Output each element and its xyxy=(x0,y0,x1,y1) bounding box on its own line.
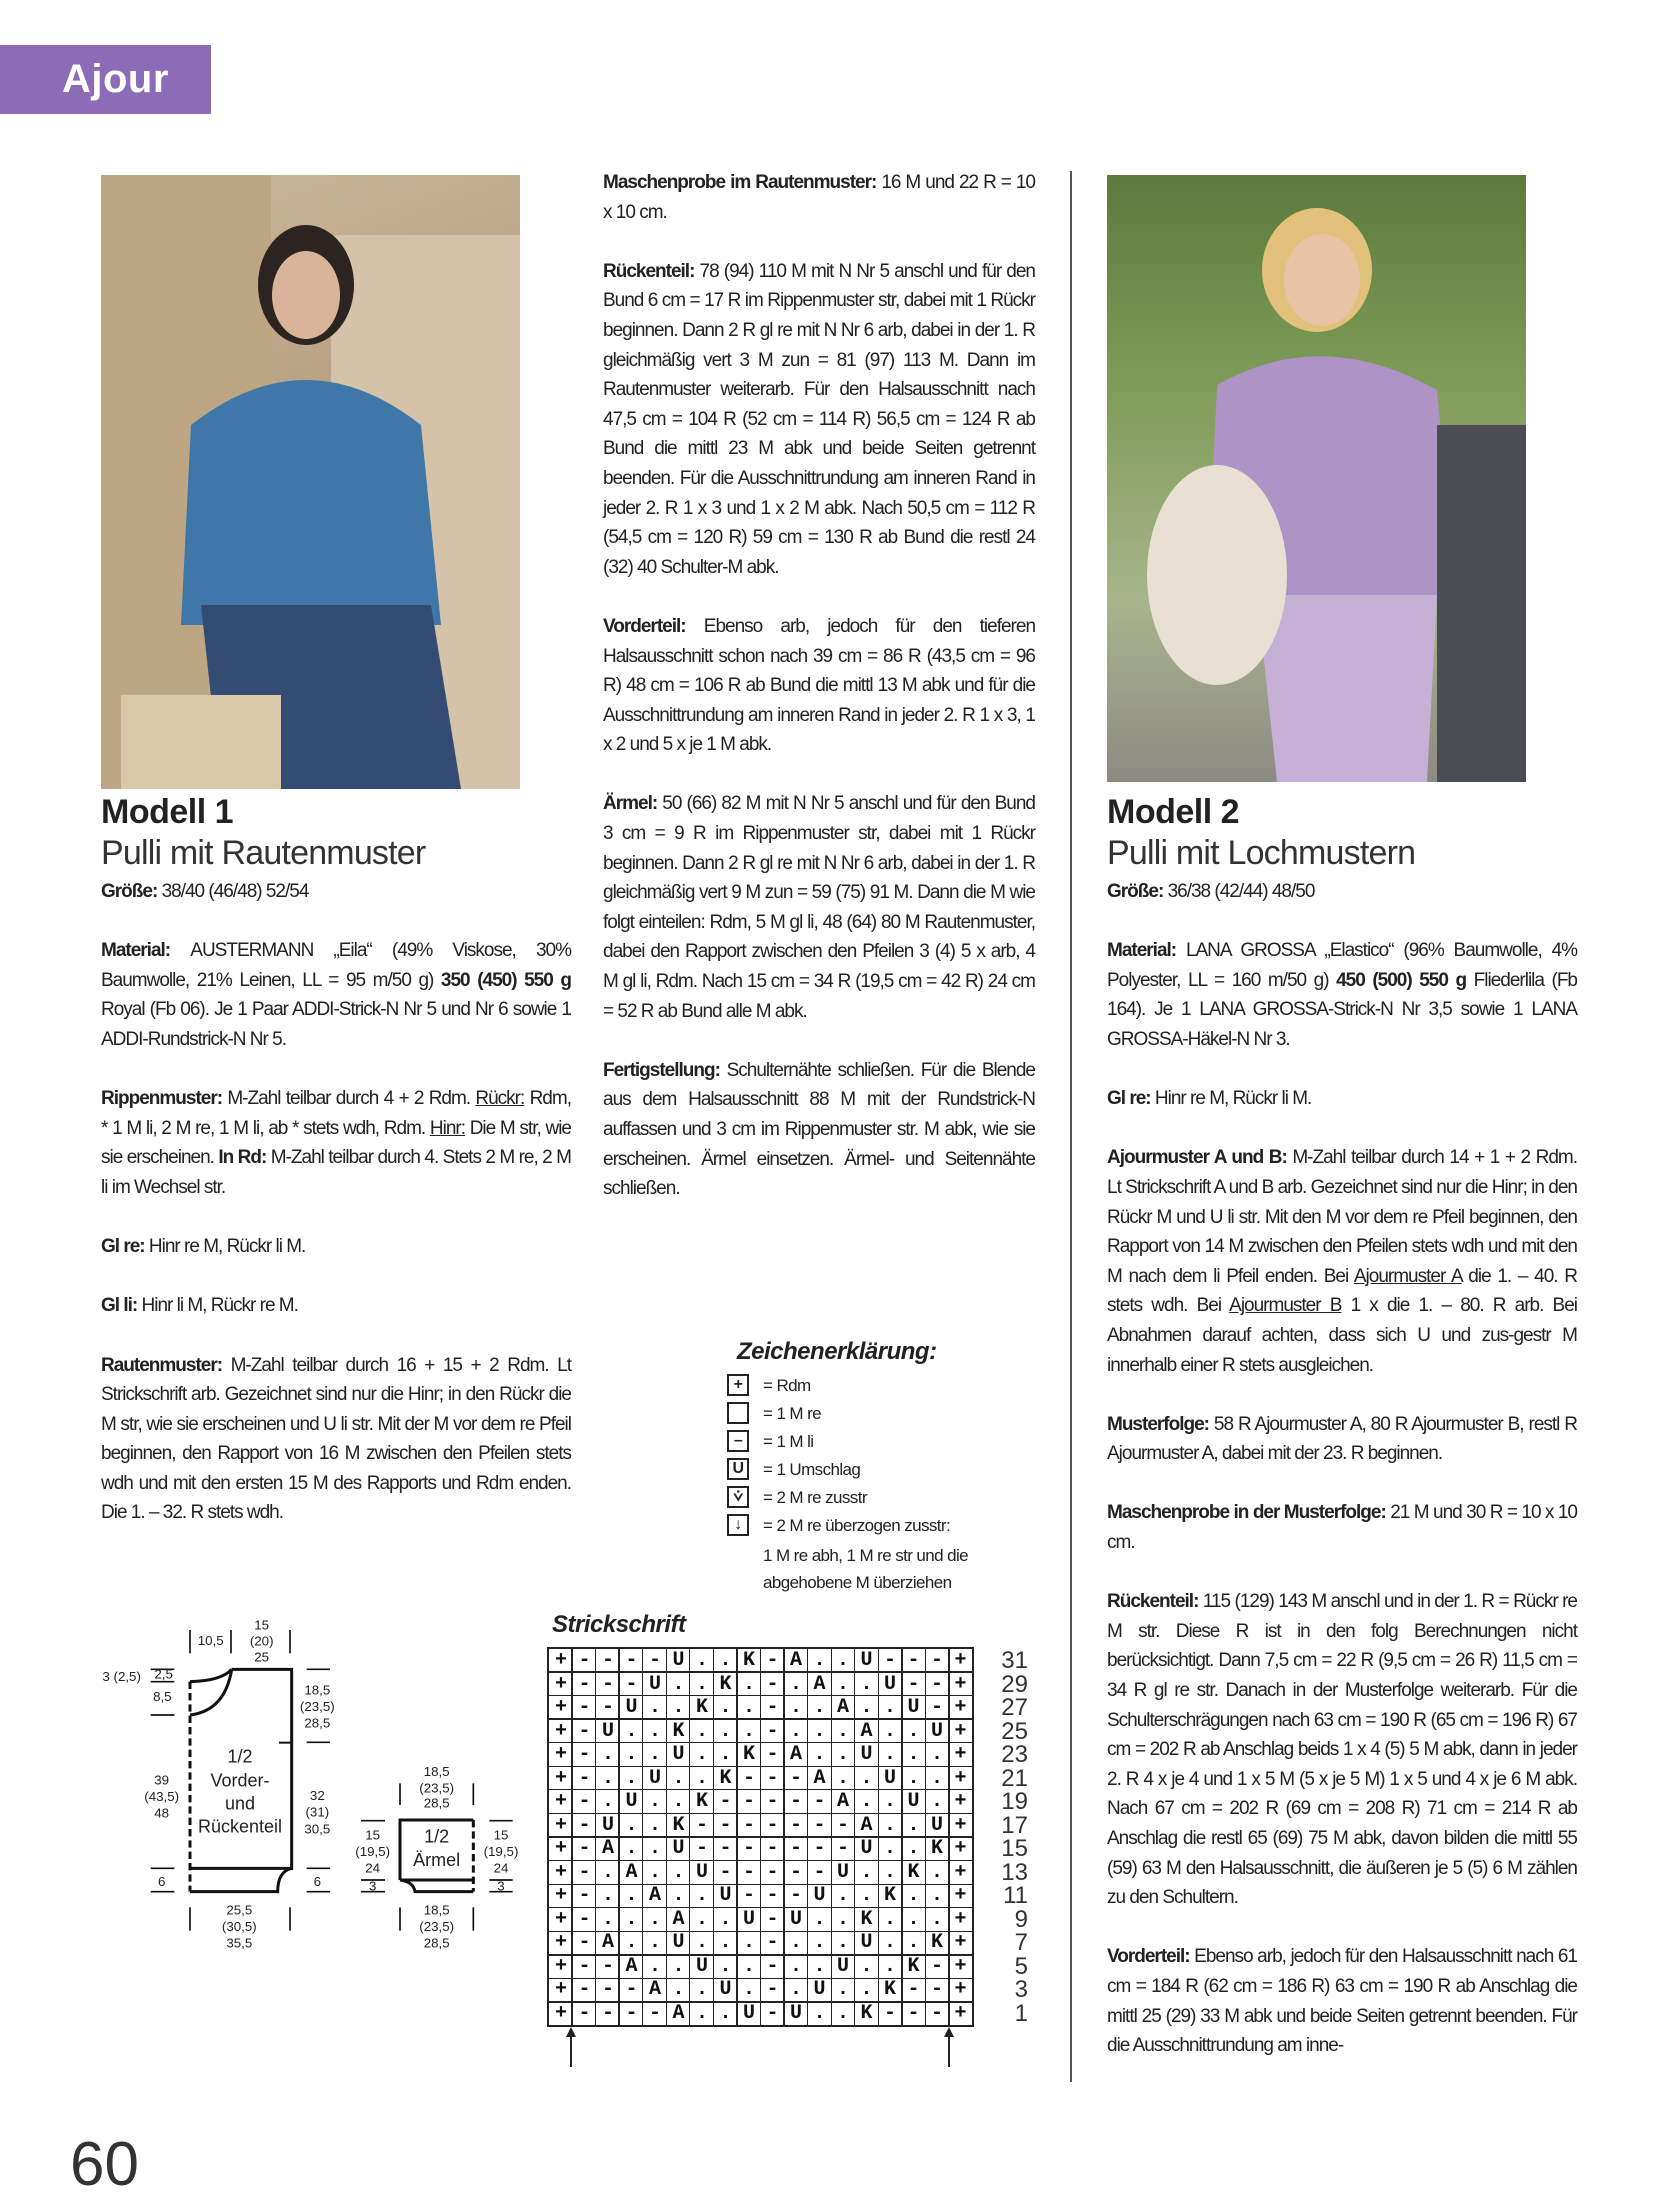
paragraph-label: Ajourmuster A und B: xyxy=(1107,1147,1293,1169)
chart-row-number: 9 xyxy=(1014,1905,1028,1933)
paragraph xyxy=(603,612,1035,760)
section-tag: Ajour xyxy=(0,45,211,114)
model-1-subtitle: Pulli mit Rautenmuster xyxy=(101,834,426,872)
knitting-chart-rows xyxy=(549,1649,979,2025)
dim-sleeve-length-left: (19,5) xyxy=(355,1844,391,1859)
dim-neck-back: 3 (2,5) xyxy=(102,1669,141,1684)
paragraph-text: 36/38 (42/44) 48/50 xyxy=(1167,881,1315,902)
paragraph-label: Maschenprobe im Rautenmuster: xyxy=(603,172,882,193)
chart-row-number: 27 xyxy=(1001,1694,1028,1721)
paragraph xyxy=(1107,1143,1577,1380)
chart-row-stitches: +---A..U.-.U..K--+ xyxy=(555,1978,979,2001)
legend-text: = Rdm xyxy=(763,1376,811,1395)
paragraph xyxy=(101,1232,571,1262)
dim-neck-back-2: 2,5 xyxy=(154,1666,173,1682)
legend-item xyxy=(727,1430,968,1458)
chart-row-stitches: +-...A..U-U..K...+ xyxy=(555,1907,979,1931)
dim-armhole: 18,5 xyxy=(304,1682,331,1698)
dim-shoulder: 15 xyxy=(254,1620,270,1633)
dim-sleeve-length-right: 15 xyxy=(493,1827,509,1843)
paragraph xyxy=(101,1351,571,1529)
chart-row-number: 19 xyxy=(1001,1788,1028,1815)
dim-width: (30,5) xyxy=(221,1919,257,1934)
paragraph-label: 450 (500) 550 g xyxy=(1336,969,1467,991)
chart-row-stitches: +-...U..K-A..U...+ xyxy=(555,1743,979,1766)
body-label: Rückenteil xyxy=(197,1816,283,1837)
paragraph-text: 16 M und 22 R = 10 x 10 cm. xyxy=(603,172,1036,223)
paragraph xyxy=(1107,1498,1577,1557)
body-label: Vorder- xyxy=(210,1770,270,1791)
chart-row-number: 3 xyxy=(1014,1976,1028,2003)
legend-item xyxy=(727,1486,968,1514)
chart-row-number: 23 xyxy=(1001,1741,1028,1768)
sleeve-label: Ärmel xyxy=(413,1850,461,1870)
chart-row-stitches: +-..A..U---U..K..+ xyxy=(555,1884,979,1907)
legend-symbol-icon xyxy=(727,1402,749,1424)
dim-sleeve-bottom: (23,5) xyxy=(419,1919,455,1934)
paragraph-text: M-Zahl teilbar durch 14 + 1 + 2 Rdm. Lt Strickschrift A und B arb. Gezeichnet sind nur die Hinr; in den Rückr M und U li str. Mit den M vor dem re Pfeil beginnen, den Rapport von 14 M zwischen den Pfeilen stets wdh und mit den M nach dem li Pfeil enden. Bei xyxy=(1107,1147,1577,1287)
legend-item xyxy=(727,1402,968,1430)
paragraph-text: die 1. – 40. R stets wdh. Bei xyxy=(1107,1265,1578,1317)
paragraph-text: Rückr: xyxy=(475,1088,525,1110)
legend-symbol-icon: – xyxy=(727,1430,749,1452)
dim-rib-right: 6 xyxy=(313,1874,322,1889)
chart-row-stitches: +-A..U-------U..K+ xyxy=(555,1837,979,1860)
model-2-title: Modell 2 xyxy=(1107,793,1240,831)
chart-row-number: 17 xyxy=(1001,1811,1028,1839)
paragraph-text: 50 (66) 82 M mit N Nr 5 anschl und für den Bund 3 cm = 9 R im Rippenmuster str, dabei mit 1 Rückr beginnen. Dann 2 R gl re mit N Nr 6 arb, dabei in der 1. R gleichmäßig vert 9 M zun = 59 (75) 91 M. Dann die M wie folgt einteilen: Rdm, 5 M gl li, 48 (64) 80 M Rautenmuster, dabei den Rapport zwischen den Pfeilen 3 (4) 5 x arb, 4 M gl li, Rdm. Nach 15 cm = 34 R (19,5 cm = 42 R) 24 cm = 52 R ab Bund alle M abk. xyxy=(603,793,1035,1022)
dim-side: (31) xyxy=(305,1804,330,1820)
paragraph-text: Hinr re M, Rückr li M. xyxy=(1154,1088,1312,1110)
paragraph-label: Ärmel: xyxy=(603,793,663,815)
column-divider xyxy=(1070,171,1072,2082)
legend-symbol-icon: + xyxy=(727,1374,749,1396)
paragraph-text: Rdm, * 1 M li, 2 M re, 1 M li, ab * stets wdh, Rdm. xyxy=(101,1088,571,1139)
legend-item xyxy=(727,1374,968,1402)
model-1-photo xyxy=(101,175,520,789)
dim-sleeve-length-left: 24 xyxy=(365,1860,381,1876)
chart-row-stitches: +-.U..K-----A..U.+ xyxy=(555,1790,979,1813)
paragraph xyxy=(101,1084,571,1202)
paragraph-text: Ebenso arb, jedoch für den tieferen Halsausschnitt schon nach 39 cm = 86 R (43,5 cm = 96 R) 48 cm = 106 R ab Bund die mittl 13 M abk und für die Ausschnittrundung am inneren Rand in jeder 2. R 1 x 3, 1 x 2 und 5 x je 1 M abk. xyxy=(603,615,1036,756)
legend-text: = 1 M re xyxy=(763,1404,822,1423)
dim-width: 25,5 xyxy=(226,1902,253,1918)
model-1-column xyxy=(101,793,571,1558)
repeat-arrows xyxy=(540,2027,980,2067)
chart-row-number: 31 xyxy=(1001,1647,1028,1674)
paragraph-text: M-Zahl teilbar durch 4 + 2 Rdm. xyxy=(227,1088,476,1110)
chart-row-stitches: +----A..U-U..K---+ xyxy=(555,2001,979,2025)
paragraph-label: Vorderteil: xyxy=(1107,1946,1195,1968)
dim-armhole: (23,5) xyxy=(299,1699,335,1714)
paragraph xyxy=(101,1291,571,1321)
paragraph-text: AUSTERMANN „Eila“ (49% Viskose, 30% Baumwolle, 21% Leinen, LL = 95 m/50 g) xyxy=(101,940,572,991)
paragraph-text: Ajourmuster A xyxy=(1353,1265,1462,1287)
chart-row-stitches: +--U..K..-..A..U-+ xyxy=(555,1696,979,1719)
paragraph-text: 21 M und 30 R = 10 x 10 cm. xyxy=(1107,1502,1577,1554)
dim-sleeve-top: 18,5 xyxy=(423,1764,450,1779)
paragraph-label: 350 (450) 550 g xyxy=(440,969,571,991)
dim-length: (43,5) xyxy=(144,1789,180,1804)
chart-row-number: 5 xyxy=(1014,1952,1028,1980)
paragraph-text: Ebenso arb, jedoch für den Halsausschnitt nach 61 cm = 184 R (62 cm = 186 R) 63 cm = 190 R ab Anschlag die mittl 25 (29) 33 M abk und beide Seiten getrennt beenden. Für die Ausschnittrundung am inne- xyxy=(1107,1946,1577,2057)
dim-sleeve-rib-left: 3 xyxy=(368,1878,377,1894)
paragraph-text: 115 (129) 143 M anschl und in der 1. R = Rückr re M str. Diese R ist in den folg Berechnungen nicht berücksichtigt. Dann 7,5 cm = 22 R (9,5 cm = 26 R) 11,5 cm = 34 R gl re str. Danach in der Musterfolge weiterarb. Für die Schulterschrägungen nach 63 cm = 190 R (65 cm = 196 R) 67 cm = 202 R ab Anschlag beids 1 x 4 (5) 5 M abk, dann in jeder 2. R 4 x je 4 und 1 x 5 M (5 x je 5 M) 1 x 5 und 4 x je 6 M abk. Nach 67 cm = 202 R (69 cm = 208 R) 71 cm = 214 R ab Anschlag die restl 65 (69) 75 M abk, davon bilden die mittl 55 (59) 63 M den Halsausschnitt, die äußeren je 5 (5) 6 M zählen zu den Schultern. xyxy=(1107,1591,1577,1909)
paragraph-label: Gl re: xyxy=(101,1236,149,1258)
paragraph-label: Gl li: xyxy=(101,1295,142,1317)
legend-item xyxy=(727,1514,968,1542)
model-2-subtitle: Pulli mit Lochmustern xyxy=(1107,834,1416,872)
paragraph xyxy=(603,257,1035,583)
dim-sleeve-length-left: 15 xyxy=(365,1827,381,1843)
paragraph-text: Royal (Fb 06). Je 1 Paar ADDI-Strick-N Nr 5 und Nr 6 sowie 1 ADDI-Rundstrick-N Nr 5. xyxy=(101,999,571,1050)
paragraph xyxy=(101,877,571,907)
dim-sleeve-bottom: 28,5 xyxy=(423,1935,450,1951)
chart-row-stitches: +--A..U..-..U..K-+ xyxy=(555,1954,979,1978)
sleeve-label: 1/2 xyxy=(424,1826,450,1847)
dim-sleeve-top: 28,5 xyxy=(423,1795,450,1811)
dim-length: 48 xyxy=(154,1805,170,1821)
paragraph xyxy=(101,936,571,1054)
paragraph-text: M-Zahl teilbar durch 16 + 15 + 2 Rdm. Lt Strickschrift arb. Gezeichnet sind nur die Hinr; in den Rückr die M str, wie sie erscheinen und U li str. Mit der M vor dem re Pfeil beginnen, den Rapport von 16 M zwischen den Pfeilen stets wdh und mit den ersten 15 M des Rapports und Rdm enden. Die 1. – 32. R stets wdh. xyxy=(101,1354,571,1524)
legend-symbol-icon: ⩒ xyxy=(727,1486,749,1508)
legend-text: = 2 M re zusstr xyxy=(763,1488,867,1507)
chart-row-number: 25 xyxy=(1001,1717,1028,1745)
paragraph-label: Gl re: xyxy=(1107,1088,1155,1110)
repeat-arrow-right xyxy=(944,2027,954,2067)
paragraph-label: Größe: xyxy=(1107,881,1168,902)
legend-title: Zeichenerklärung: xyxy=(737,1338,937,1365)
paragraph-label: In Rd: xyxy=(218,1147,267,1169)
chart-row-number: 1 xyxy=(1014,1999,1028,2027)
dim-rib-left: 6 xyxy=(157,1874,166,1889)
paragraph-text: Hinr li M, Rückr re M. xyxy=(141,1295,298,1317)
dim-shoulder: 25 xyxy=(254,1649,270,1665)
legend xyxy=(727,1338,968,1596)
chart-row-stitches: +-A..U...-...U..K+ xyxy=(555,1931,979,1954)
paragraph xyxy=(1107,1410,1577,1469)
paragraph-label: Vorderteil: xyxy=(603,615,704,637)
body-label: und xyxy=(224,1793,256,1814)
chart-row-number: 29 xyxy=(1001,1670,1028,1698)
model-2-photo xyxy=(1107,175,1526,782)
paragraph-label: Material: xyxy=(101,940,191,962)
paragraph-text: LANA GROSSA „Elastico“ (96% Baumwolle, 4% Polyester, LL = 160 m/50 g) xyxy=(1107,940,1577,991)
dim-neck-width: 10,5 xyxy=(197,1633,224,1648)
body-label: 1/2 xyxy=(227,1746,253,1767)
chart-row-number: 15 xyxy=(1001,1835,1028,1862)
chart-row-stitches: +-U..K...-...A..U+ xyxy=(555,1719,979,1743)
paragraph xyxy=(603,1056,1035,1204)
paragraph-label: Rückenteil: xyxy=(1107,1591,1203,1613)
chart-row-stitches: +---U..K.-.A..U--+ xyxy=(555,1672,979,1696)
paragraph-text: Hinr: xyxy=(429,1117,465,1139)
paragraph-label: Fertigstellung: xyxy=(603,1059,727,1081)
paragraph-label: Rautenmuster: xyxy=(101,1354,231,1376)
legend-symbol-icon: U xyxy=(727,1458,749,1480)
dim-sleeve-length-right: (19,5) xyxy=(483,1844,519,1859)
schematic-diagram xyxy=(85,1620,545,2010)
dim-length: 39 xyxy=(154,1772,170,1788)
legend-text: = 1 M li xyxy=(763,1432,814,1451)
dim-sleeve-rib-right: 3 xyxy=(497,1878,505,1894)
paragraph-text: Schulternähte schließen. Für die Blende aus dem Halsausschnitt 88 M mit der Rundstrick-N auffassen und 3 cm im Rippenmuster str. M abk, wie sie erscheinen. Ärmel einsetzen. Ärmel- und Seitennähte schließen. xyxy=(603,1059,1035,1200)
paragraph-text: Ajourmuster B xyxy=(1229,1295,1342,1317)
dim-width: 35,5 xyxy=(226,1935,253,1951)
dim-sleeve-bottom: 18,5 xyxy=(423,1902,450,1918)
paragraph xyxy=(1107,936,1577,1054)
paragraph-text: Die M str, wie sie erscheinen. xyxy=(101,1117,571,1169)
legend-symbol-icon: ↓ xyxy=(727,1514,749,1536)
paragraph xyxy=(603,789,1035,1026)
dim-side: 32 xyxy=(309,1788,325,1803)
chart-row-stitches: +-U..K-------A..U+ xyxy=(555,1813,979,1837)
dim-armhole: 28,5 xyxy=(304,1715,331,1731)
chart-row-stitches: +----U..K-A..U---+ xyxy=(555,1649,979,1672)
legend-item xyxy=(727,1458,968,1486)
paragraph-text: 78 (94) 110 M mit N Nr 5 anschl und für den Bund 6 cm = 17 R im Rippenmuster str, dabei mit 1 Rückr beginnen. Dann 2 R gl re mit N Nr 6 arb, dabei in der 1. R gleichmäßig vert 3 M zun = 81 (97) 113 M. Dann im Rautenmuster weiterarb. Für den Halsausschnitt nach 47,5 cm = 104 R (52 cm = 114 R) 56,5 cm = 124 R ab Bund die mittl 23 M abk und beide Seiten getrennt beenden. Für die Ausschnittrundung am inneren Rand in jeder 2. R 1 x 3 und 1 x 2 M abk. Nach 50,5 cm = 112 R (54,5 cm = 120 R) 59 cm = 130 R ab Bund die restl 24 (32) 40 Schulter-M abk. xyxy=(603,260,1035,578)
paragraph-label: Größe: xyxy=(101,881,162,902)
paragraph-text: Hinr re M, Rückr li M. xyxy=(148,1236,306,1258)
paragraph xyxy=(603,168,1035,227)
dim-shoulder: (20) xyxy=(249,1633,274,1649)
instructions-column xyxy=(603,168,1035,1233)
chart-row-number: 21 xyxy=(1001,1764,1028,1792)
page-number: 60 xyxy=(70,2130,139,2199)
chart-row-number: 11 xyxy=(1003,1882,1028,1909)
dim-neck-front: 8,5 xyxy=(153,1689,172,1704)
dim-sleeve-length-right: 24 xyxy=(493,1860,509,1876)
paragraph-label: Maschenprobe in der Musterfolge: xyxy=(1107,1502,1391,1524)
paragraph-text: 58 R Ajourmuster A, 80 R Ajourmuster B, restl R Ajourmuster A, dabei mit der 23. R beginnen. xyxy=(1107,1413,1578,1465)
paragraph-text: 38/40 (46/48) 52/54 xyxy=(161,881,309,902)
legend-continuation-2: abgehobene M überziehen xyxy=(763,1573,952,1592)
dim-sleeve-top: (23,5) xyxy=(419,1780,455,1796)
legend-text: = 2 M re überzogen zusstr: xyxy=(763,1516,951,1535)
paragraph-label: Rippenmuster: xyxy=(101,1088,228,1110)
paragraph xyxy=(1107,1942,1577,2060)
model-1-title: Modell 1 xyxy=(101,793,234,831)
chart-title: Strickschrift xyxy=(552,1611,686,1638)
paragraph-text: M-Zahl teilbar durch 4. Stets 2 M re, 2 M li im Wechsel str. xyxy=(101,1147,571,1198)
paragraph-text: 1 x die 1. – 80. R arb. Bei Abnahmen darauf achten, dass sich U und zus-gestr M innerhalb einer R stets ausgleichen. xyxy=(1107,1295,1578,1376)
chart-row-number: 13 xyxy=(1001,1858,1028,1886)
dim-side: 30,5 xyxy=(304,1821,331,1837)
paragraph-label: Rückenteil: xyxy=(603,260,700,282)
paragraph xyxy=(1107,877,1577,907)
legend-text: = 1 Umschlag xyxy=(763,1460,861,1479)
chart-row-stitches: +-.A..U-----U..K.+ xyxy=(555,1860,979,1884)
paragraph-label: Musterfolge: xyxy=(1107,1413,1214,1435)
legend-continuation-1: 1 M re abh, 1 M re str und die xyxy=(763,1546,968,1565)
paragraph-label: Material: xyxy=(1107,940,1186,962)
paragraph xyxy=(1107,1084,1577,1114)
repeat-arrow-left xyxy=(566,2027,576,2067)
chart-row-number: 7 xyxy=(1014,1929,1028,1956)
model-2-column xyxy=(1107,793,1577,2090)
paragraph xyxy=(1107,1587,1577,1913)
paragraph-text: Fliederlila (Fb 164). Je 1 LANA GROSSA-Strick-N Nr 3,5 sowie 1 LANA GROSSA-Häkel-N Nr 3. xyxy=(1107,969,1577,1050)
chart-row-stitches: +-..U..K---A..U..+ xyxy=(555,1766,979,1790)
